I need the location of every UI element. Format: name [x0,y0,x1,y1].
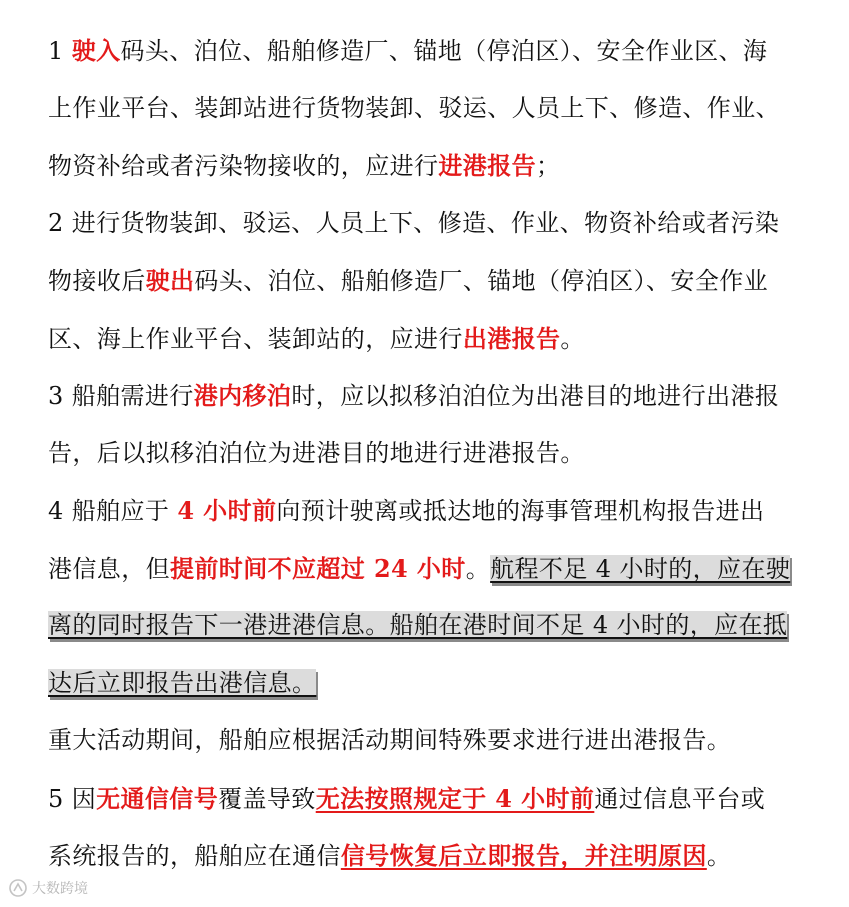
emphasis-text: 港内移泊 [193,381,292,410]
highlighted-text: 达后立即报告出港信息。 [48,668,317,697]
brand-logo-icon [8,878,28,898]
body-text: 物接收后 [48,267,146,295]
text-line [48,712,808,770]
body-text: 港信息，但 [48,554,170,583]
body-text: 5 因 [48,784,97,813]
body-text: 1 [48,37,72,65]
body-text: 区、海上作业平台、装卸站的，应进行 [48,324,463,353]
body-text: 物资补给或者污染物接收的，应进行 [48,152,439,180]
text-line [48,482,808,540]
body-text: 。 [706,842,732,870]
body-text: 覆盖导致 [218,784,316,813]
body-text: 向预计驶离或抵达地的海事管理机构报告进出 [276,497,765,525]
text-line [48,827,808,885]
highlighted-text: 离的同时报告下一港进港信息。船舶在港时间不足 4 小时的，应在抵 [48,611,788,639]
text-line [48,195,808,253]
highlighted-text: 航程不足 4 小时的，应在驶 [490,554,791,583]
emphasis-underlined-text: 信号恢复后立即报告，并注明原因 [340,841,707,870]
body-text: ； [536,152,561,180]
body-text: 通过信息平台或 [594,784,766,813]
emphasis-text: 无通信信号 [96,783,219,813]
text-line [48,367,808,425]
body-text: 系统报告的，船舶应在通信 [48,842,341,870]
text-line [48,655,808,713]
body-text: 重大活动期间，船舶应根据活动期间特殊要求进行进出港报告。 [48,726,732,754]
body-text: 码头、泊位、船舶修造厂、锚地（停泊区）、安全作业 [194,267,769,295]
body-text: 码头、泊位、船舶修造厂、锚地（停泊区）、安全作业区、海 [120,37,768,65]
body-text: 2 进行货物装卸、驳运、人员上下、修造、作业、物资补给或者污染 [48,208,780,237]
body-text: 上作业平台、装卸站进行货物装卸、驳运、人员上下、修造、作业、 [48,93,780,122]
emphasis-text: 提前时间不应超过 24 小时 [170,553,466,583]
watermark-text: 大数跨境 [32,881,88,897]
emphasis-text: 驶出 [145,266,195,295]
emphasis-underlined-text: 无法按照规定于 4 小时前 [315,783,595,813]
text-line [48,425,808,483]
text-line [48,252,808,310]
text-line [48,770,808,828]
text-line [48,310,808,368]
body-text: 。 [560,324,585,353]
text-line [48,597,808,655]
emphasis-text: 出港报告 [462,323,561,353]
text-line [48,540,808,598]
emphasis-text: 驶入 [71,36,121,65]
document-body [48,22,808,885]
body-text: 3 船舶需进行 [48,382,194,410]
text-line [48,80,808,138]
text-line [48,137,808,195]
body-text: 告，后以拟移泊泊位为进港目的地进行进港报告。 [48,438,585,467]
text-line [48,22,808,80]
body-text: 时，应以拟移泊泊位为出港目的地进行出港报 [291,382,780,410]
body-text: 。 [465,554,491,583]
emphasis-text: 进港报告 [438,151,537,180]
emphasis-text: 4 小时前 [177,496,277,525]
body-text: 4 船舶应于 [48,497,178,525]
watermark [8,878,88,898]
